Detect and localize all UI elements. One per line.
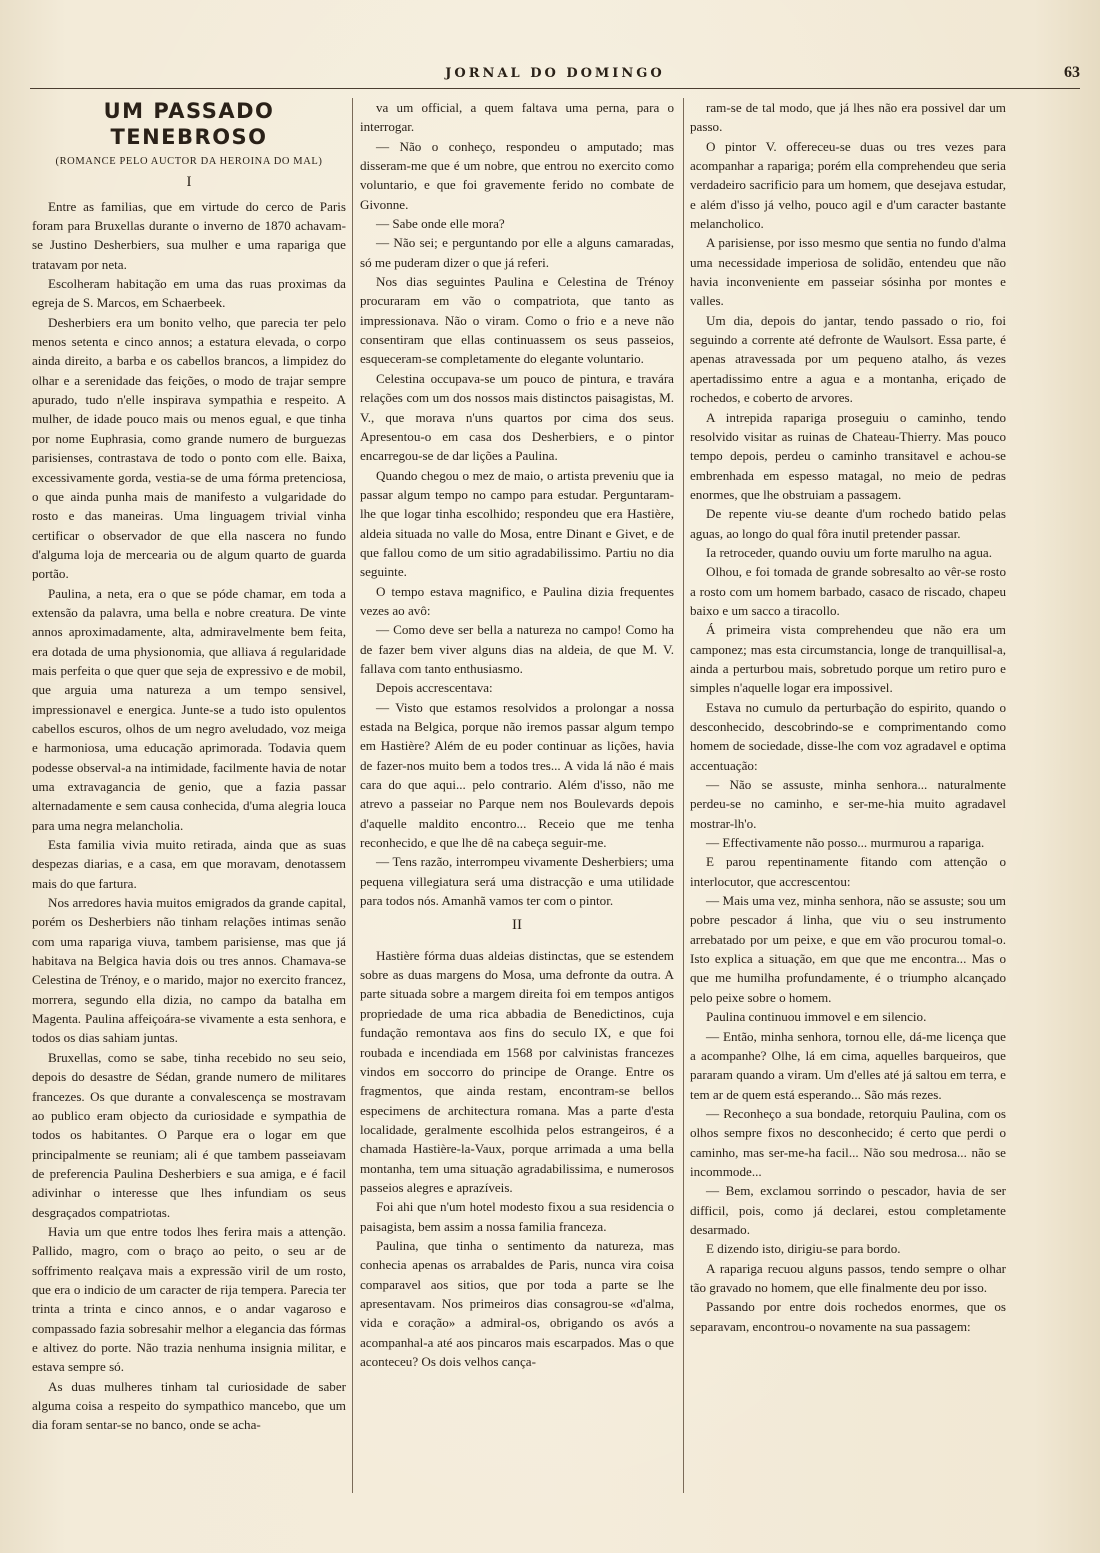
- column-2: [360, 98, 674, 1371]
- paragraph: Depois accrescentava:: [376, 680, 493, 696]
- column-1-text: [32, 197, 346, 1435]
- paragraph: — Então, minha senhora, tornou elle, dá-me licença que a acompanhe? Olhe, lá em cima, aquelles barqueiros, que pararam quando a viram. Um d'elles até já saltou em terra, e tem ar de quem está esperando... São más rezes.: [690, 1028, 1006, 1102]
- paragraph: Quando chegou o mez de maio, o artista preveniu que ia passar algum tempo no campo para estudar. Perguntaram-lhe que logar tinha escolhido; respondeu que era Hastière, aldeia situada no valle do Mosa, entre Dinant e Givet, e de que fallou como de um sitio agradabilissimo. Partiu no dia seguinte.: [360, 467, 674, 580]
- column-2-text-top: [360, 98, 674, 910]
- paragraph: — Tens razão, interrompeu vivamente Desherbiers; uma pequena villegiatura será uma distracção e uma utilidade para todos nós. Amanhã vamos ter com o pintor.: [360, 854, 674, 909]
- paragraph: — Reconheço a sua bondade, retorquiu Paulina, com os olhos sempre fixos no desconhecido; é certo que perdi o caminho, mas ser-me-ha facil... Não sou medrosa... não se incommode...: [690, 1105, 1006, 1179]
- paragraph: Entre as familias, que em virtude do cerco de Paris foram para Bruxellas durante o inverno de 1870 achavam-se Justino Desherbiers, sua mulher e uma rapariga que tratavam por neta.: [32, 198, 346, 272]
- paragraph: A parisiense, por isso mesmo que sentia no fundo d'alma uma necessidade imperiosa de solidão, entendeu que não havia inconveniente em passeiar sósinha por montes e valles.: [690, 235, 1006, 309]
- paragraph: — Effectivamente não posso... murmurou a rapariga.: [706, 835, 985, 851]
- paragraph: Um dia, depois do jantar, tendo passado o rio, foi seguindo a corrente até defronte de Waulsort. Essa parte, é apenas atravessada por um pequeno atalho, ás vezes apertadissimo entre a agua e a montanha, eriçado de rochedos, e coberto de arvores.: [690, 312, 1006, 406]
- paragraph: Ia retroceder, quando ouviu um forte marulho na agua.: [706, 544, 992, 560]
- paragraph: Nos arredores havia muitos emigrados da grande capital, porém os Desherbiers não tinham relações intimas senão com uma rapariga viuva, tambem parisiense, mas que já habitava na Belgica havia dois ou tres annos. Chamava-se Celestina de Trénoy, e o marido, major no exercito francez, morrera, segundo ella dizia, no campo da batalha em Magenta. Paulina affeiçoára-se vivamente a esta senhora, e todos os dias sahiam juntas.: [32, 895, 346, 1046]
- paragraph: — Bem, exclamou sorrindo o pescador, havia de ser difficil, pois, como já declarei, estou completamente desarmado.: [690, 1183, 1006, 1237]
- paragraph: Escolheram habitação em uma das ruas proximas da egreja de S. Marcos, em Schaerbeek.: [32, 276, 346, 311]
- paragraph: — Mais uma vez, minha senhora, não se assuste; sou um pobre pescador á linha, que viu o seu instrumento arrebatado por um peixe, e que em vão procurou tomal-o. Isto explica a situação, em que que me encontra... Mas o que me humilha profundamente, é o triumpho alcançado pelo peixe sobre o homem.: [690, 893, 1006, 1005]
- masthead: JORNAL DO DOMINGO: [445, 66, 665, 81]
- paragraph: Havia um que entre todos lhes ferira mais a attenção. Pallido, magro, com o braço ao peito, o seu ar de soffrimento realçava mais a expressão viril de um rosto, que era o indicio de um caracter de rija tempera. Parecia ter trinta a trinta e cinco annos, e o andar vagaroso e compassado fazia sobresahir melhor a elegancia das fórmas e altivez do porte. Não trazia nenhuma insignia militar, e estava sempre só.: [32, 1223, 346, 1375]
- chapter-heading: I: [186, 174, 192, 191]
- paragraph: O pintor V. offereceu-se duas ou tres vezes para acompanhar a rapariga; porém ella comprehendeu que seria verdadeiro sacrificio para um homem, que desejava estudar, e além d'isso já velho, pouco agil e d'um caracter bastante melancholico.: [690, 138, 1006, 232]
- chapter-heading: II: [512, 917, 522, 934]
- paragraph: ram-se de tal modo, que já lhes não era possivel dar um passo.: [690, 100, 1006, 135]
- paragraph: Hastière fórma duas aldeias distinctas, que se estendem sobre as duas margens do Mosa, uma defronte da outra. A parte situada sobre a margem direita foi em tempos antigos propriedade de uma rica abbadia de Benedictinos, cuja fundação remontava aos fins do seculo IX, e que foi roubada e incendiada em 1568 por calvinistas francezes vindos em soccorro do principe de Orange. Entre os fragmentos, que ainda restam, encontram-se bellos especimens de architectura romana. Mas a parte d'esta localidade, geralmente escolhida pelos estrangeiros, é a chamada Hastière-la-Vaux, porque arrimada a uma bella montanha, tem uma situação agradabilissima, e numerosos passeios alegres e aprazíveis.: [360, 947, 674, 1195]
- paragraph: E parou repentinamente fitando com attenção o interlocutor, que accrescentou:: [690, 854, 1006, 889]
- paragraph: Paulina, a neta, era o que se póde chamar, em toda a extensão da palavra, uma bella e nobre creatura. De vinte annos aproximadamente, alta, admiravelmente bem feita, era dotada de uma physionomia, que alliava á regularidade mais perfeita o que quer que seja de expressivo e de mobil, que arguia uma natureza a um tempo sensivel, impressionavel e energica. Junte-se a tudo isto opulentos cabellos escuros, olhos de um negro aveludado, voz meiga e harmoniosa, uma educação aprimorada. Todavia quem podesse observal-a na intimidade, facilmente havia de notar uma extravagancia de genio, que a fazia passar alternadamente e sem causa conhecida, d'uma alegria louca para uma negra melancholia.: [32, 585, 346, 833]
- paragraph: — Não se assuste, minha senhora... naturalmente perdeu-se no caminho, e ser-me-hia muito agradavel mostrar-lh'o.: [690, 777, 1006, 831]
- page-number: 63: [1064, 64, 1080, 81]
- paragraph: — Visto que estamos resolvidos a prolongar a nossa estada na Belgica, porque não iremos passar algum tempo em Hastière? Além de eu poder continuar as lições, havia de fazer-nos muito bem a todos tres... A vida lá não é mais cara do que aqui... pelo contrario. Além d'isso, não me atrevo a passeiar no Parque nem nos Boulevards depois d'aquelle maldito encontro... Receio que me tenha reconhecido, e que lhe dê na cabeça seguir-me.: [360, 699, 674, 851]
- paragraph: A intrepida rapariga proseguiu o caminho, tendo resolvido visitar as ruinas de Chateau-Thierry. Mas pouco tempo depois, perdeu o caminho transitavel e achou-se embrenhada em espesso matagal, no meio de pedras enormes, que lhe obstruiam a passagem.: [690, 409, 1006, 502]
- column-divider: [352, 98, 353, 1493]
- paragraph: O tempo estava magnifico, e Paulina dizia frequentes vezes ao avô:: [360, 583, 674, 618]
- column-1: [32, 98, 346, 1435]
- paragraph: va um official, a quem faltava uma perna, para o interrogar.: [360, 100, 674, 135]
- paragraph: A rapariga recuou alguns passos, tendo sempre o olhar tão gravado no homem, que elle finalmente deu por isso.: [690, 1260, 1006, 1295]
- header-rule: [30, 88, 1080, 89]
- paragraph: Bruxellas, como se sabe, tinha recebido no seu seio, depois do desastre de Sédan, grande numero de militares francezes. Os que durante a convalescença se mostravam ao publico eram objecto da curiosidade e sympathia de todos os habitantes. O Parque era o logar em que principalmente se reuniam; ali é que tambem passeiavam de preferencia Paulina Desherbiers e sua amiga, e é facil adivinhar o interesse que lhes infundiam os seus desgraçados compatriotas.: [32, 1049, 346, 1220]
- column-2-text-bottom: [360, 946, 674, 1372]
- column-3: [690, 98, 1006, 1336]
- paragraph: Olhou, e foi tomada de grande sobresalto ao vêr-se rosto a rosto com um homem barbado, casaco de riscado, chapeu baixo e um sacco a tiracollo.: [690, 564, 1006, 618]
- paragraph: E dizendo isto, dirigiu-se para bordo.: [706, 1241, 901, 1257]
- paragraph: Estava no cumulo da perturbação do espirito, quando o desconhecido, descobrindo-se e comprimentando como homem de sociedade, disse-lhe com voz agradavel e optima accentuação:: [690, 699, 1006, 773]
- paragraph: — Não sei; e perguntando por elle a alguns camaradas, só me puderam dizer o que já referi.: [360, 235, 674, 270]
- column-divider: [683, 98, 684, 1493]
- paragraph: Nos dias seguintes Paulina e Celestina de Trénoy procuraram em vão o compatriota, que tanto as impressionava. Não o viram. Como o frio e a neve não consentiram que ellas continuassem os seus passeios, esqueceram-se completamente do elegante voluntario.: [360, 274, 674, 367]
- article-subtitle: (ROMANCE PELO AUCTOR DA HEROINA DO MAL): [55, 156, 323, 167]
- paragraph: — Não o conheço, respondeu o amputado; mas disseram-me que é um nobre, que entrou no exercito como voluntario, e que foi gravemente ferido no combate de Givonne.: [360, 138, 674, 212]
- paragraph: Esta familia vivia muito retirada, ainda que as suas despezas diarias, e a casa, em que moravam, denotassem mais do que fartura.: [32, 837, 346, 891]
- paragraph: Paulina continuou immovel e em silencio.: [706, 1009, 927, 1025]
- paragraph: Passando por entre dois rochedos enormes, que os separavam, encontrou-o novamente na sua passagem:: [690, 1299, 1006, 1334]
- paragraph: As duas mulheres tinham tal curiosidade de saber alguma coisa a respeito do sympathico mancebo, que um dia foram sentar-se no banco, onde se acha-: [32, 1378, 346, 1433]
- paragraph: Celestina occupava-se um pouco de pintura, e travára relações com um dos nossos mais distinctos paisagistas, M. V., que morava n'uns quartos por cima dos seus. Apresentou-o em casa dos Desherbiers, e o pintor encarregou-se de dar lições a Paulina.: [360, 370, 674, 464]
- paragraph: Foi ahi que n'um hotel modesto fixou a sua residencia o paisagista, bem assim a nossa familia franceza.: [360, 1199, 674, 1234]
- paragraph: De repente viu-se deante d'um rochedo batido pelas aguas, ao longo do qual fôra inutil pretender passar.: [690, 506, 1006, 541]
- paragraph: — Como deve ser bella a natureza no campo! Como ha de fazer bem viver alguns dias na aldeia, de que M. V. fallava com tanto enthusiasmo.: [360, 622, 674, 676]
- paragraph: — Sabe onde elle mora?: [376, 216, 505, 232]
- paragraph: Desherbiers era um bonito velho, que parecia ter pelo menos setenta e cinco annos; a estatura elevada, o corpo ainda direito, a barba e os cabellos brancos, a limpidez do olhar e a serenidade das feições, o modo de trajar sempre apurado, tudo n'elle inspirava sympathia e respeito. A mulher, de idade pouco mais ou menos egual, e que tinha por nome Euphrasia, como grande numero de burguezas parisienses, contrastava de todo o ponto com elle. Baixa, excessivamente gorda, vestia-se de uma fórma pretenciosa, o que ainda punha mais de manifesto a vulgaridade do rosto e das maneiras. Uma linguagem trivial vinha certificar o observador de que ella nascera no fundo d'alguma loja de mercearia ou de algum quarto de guarda portão.: [32, 314, 346, 582]
- article-title: UM PASSADO TENEBROSO: [103, 99, 275, 149]
- column-3-text: [690, 98, 1006, 1336]
- page-header: [30, 62, 1080, 90]
- paragraph: Paulina, que tinha o sentimento da natureza, mas conhecia apenas os arrabaldes de Paris, nunca vira coisa comparavel aos sitios, que por toda a parte se lhe apresentavam. Nos primeiros dias consagrou-se «d'alma, vida e coração» a admiral-os, obrigando os avós a acompanhal-a até aos pincaros mais escarpados. Mas o que aconteceu? Os dois velhos cança-: [360, 1237, 674, 1369]
- paragraph: Á primeira vista comprehendeu que não era um camponez; mas esta circumstancia, longe de tranquillisal-a, ainda a perturbou mais, sobretudo porque um retiro puro e simples n'aquelle logar era impossivel.: [690, 622, 1006, 696]
